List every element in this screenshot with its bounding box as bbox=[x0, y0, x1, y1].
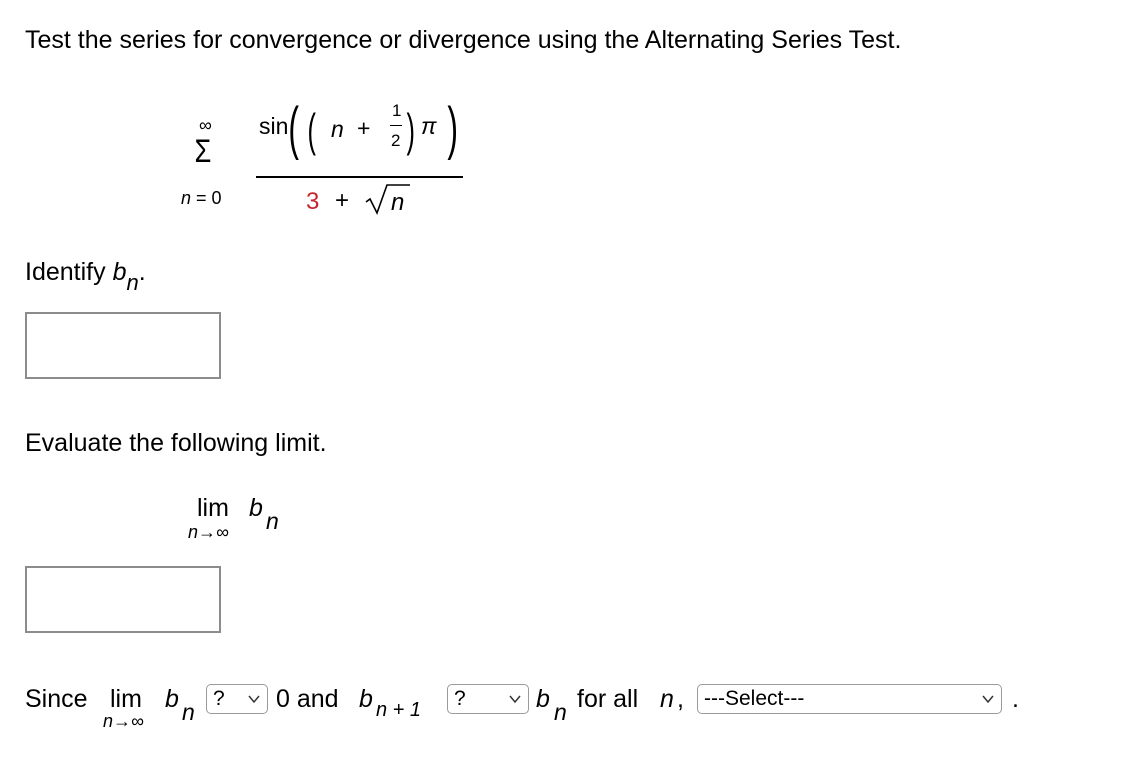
for-all-text: for all bbox=[577, 685, 639, 713]
zero-and-text: 0 and bbox=[276, 685, 339, 713]
identify-period: . bbox=[138, 258, 146, 286]
select-2-value: ? bbox=[454, 687, 466, 710]
limit-under: n→∞ bbox=[188, 522, 229, 542]
conclusion-b3: b bbox=[536, 685, 550, 713]
conclusion-lim: lim bbox=[110, 685, 142, 713]
identify-text: Identify bbox=[25, 258, 113, 286]
main-fraction-bar bbox=[256, 176, 463, 178]
inner-paren-left: ( bbox=[307, 104, 316, 156]
sum-index-var: n bbox=[181, 188, 192, 208]
limit-sub: n bbox=[266, 508, 279, 534]
inner-paren-right: ) bbox=[406, 104, 415, 156]
denominator-three: 3 bbox=[306, 188, 320, 215]
numerator-sin: sin bbox=[259, 113, 289, 139]
conclusion-sub: n bbox=[182, 699, 195, 725]
identify-sub: n bbox=[126, 270, 139, 295]
numerator-plus: + bbox=[357, 115, 371, 141]
big-paren-right: ) bbox=[447, 96, 458, 161]
denominator-plus: + bbox=[335, 187, 350, 214]
convergence-select[interactable] bbox=[697, 684, 1002, 714]
select-1-value: ? bbox=[213, 687, 225, 710]
limit-answer-input[interactable] bbox=[27, 568, 219, 631]
half-fraction-bar bbox=[390, 125, 402, 126]
chevron-down-icon bbox=[247, 692, 261, 706]
select-3-value: ---Select--- bbox=[704, 687, 805, 710]
numerator-n: n bbox=[331, 116, 344, 142]
sqrt-icon bbox=[364, 182, 412, 216]
limit-b: b bbox=[249, 494, 263, 522]
half-numerator: 1 bbox=[392, 101, 402, 120]
denominator-n: n bbox=[391, 189, 405, 216]
conclusion-b2: b bbox=[359, 685, 373, 713]
limit-answer-box[interactable] bbox=[25, 566, 221, 633]
comma-text: , bbox=[677, 685, 684, 713]
big-paren-left: ( bbox=[288, 96, 299, 161]
evaluate-label: Evaluate the following limit. bbox=[25, 429, 327, 457]
conclusion-b: b bbox=[165, 685, 179, 713]
final-period: . bbox=[1012, 685, 1019, 713]
infinity-upper: ∞ bbox=[199, 115, 212, 135]
bn-answer-box[interactable] bbox=[25, 312, 221, 379]
bn-answer-input[interactable] bbox=[27, 314, 219, 377]
conclusion-under: n→∞ bbox=[103, 711, 144, 731]
sum-index-start: = 0 bbox=[196, 188, 222, 208]
comparison-select-1[interactable] bbox=[206, 684, 268, 714]
identify-label bbox=[25, 258, 146, 295]
conclusion-sub2: n + 1 bbox=[376, 699, 422, 721]
limit-lim: lim bbox=[197, 494, 229, 522]
chevron-down-icon bbox=[508, 692, 522, 706]
for-all-n: n bbox=[660, 685, 674, 713]
sigma-symbol: Σ bbox=[194, 133, 212, 169]
since-text: Since bbox=[25, 685, 88, 713]
chevron-down-icon bbox=[981, 692, 995, 706]
instruction-text: Test the series for convergence or divergence using the Alternating Series Test. bbox=[25, 26, 902, 54]
conclusion-sub3: n bbox=[554, 699, 567, 725]
pi-symbol: π bbox=[421, 113, 437, 139]
sum-lower-bound bbox=[181, 188, 222, 209]
half-denominator: 2 bbox=[391, 131, 401, 150]
identify-b: b bbox=[112, 258, 127, 286]
comparison-select-2[interactable] bbox=[447, 684, 529, 714]
